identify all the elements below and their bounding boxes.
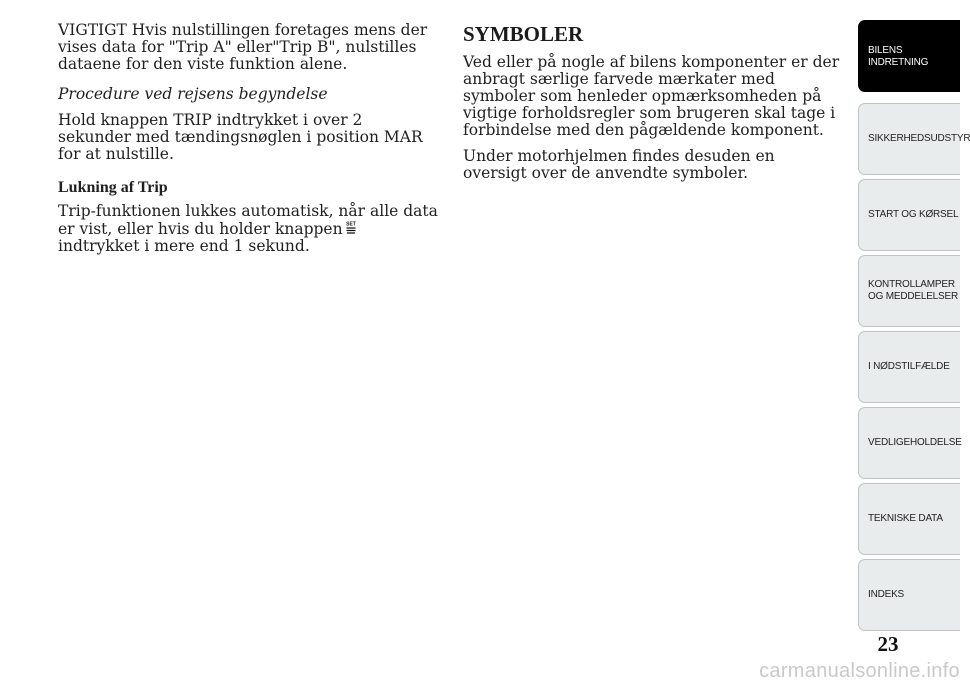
right-column: [463, 22, 843, 182]
tab-i-nodstilfaelde[interactable]: [858, 331, 960, 403]
procedure-text: Hold knappen TRIP indtrykket i over 2 sekunder med tændingsnøglen i position MAR for at nulstille.: [58, 111, 423, 163]
tab-bilens-indretning[interactable]: [858, 20, 960, 92]
watermark-text: carmanualsonline.info: [759, 660, 960, 682]
tab-label: I NØDSTILFÆLDE: [868, 361, 950, 372]
tab-start-og-korsel[interactable]: [858, 179, 960, 251]
tab-indeks[interactable]: [858, 559, 960, 631]
set-icon-text: SET: [345, 221, 356, 228]
tab-label: VEDLIGEHOLDELSE: [868, 437, 962, 448]
important-note: VIGTIGT Hvis nulstillingen foretages mens der vises data for "Trip A" eller"Trip B", nulstilles dataene for den viste funktion alene.: [58, 21, 428, 73]
section-title-symbols: SYMBOLER: [463, 22, 584, 46]
tab-label: KONTROLLAMPER OG MEDDELELSER: [868, 279, 959, 302]
tab-tekniske-data[interactable]: [858, 483, 960, 555]
left-column: [58, 22, 438, 255]
page-number: 23: [877, 632, 899, 656]
tab-label: TEKNISKE DATA: [868, 513, 943, 524]
procedure-heading: Procedure ved rejsens begyndelse: [58, 85, 328, 103]
tab-kontrollamper[interactable]: [858, 255, 960, 327]
tab-label: BILENS INDRETNING: [868, 45, 929, 68]
tab-vedligeholdelse[interactable]: [858, 407, 960, 479]
symbols-text-2: Under motorhjelmen findes desuden en oversigt over de anvendte symboler.: [463, 147, 775, 182]
closing-text-before: Trip-funktionen lukkes automatisk, når alle data er vist, eller hvis du holder knappen: [58, 202, 438, 238]
tab-sikkerhedsudstyr[interactable]: [858, 103, 970, 175]
tab-label: SIKKERHEDSUDSTYR: [868, 133, 970, 144]
closing-text: [58, 203, 438, 255]
closing-heading: Lukning af Trip: [58, 179, 168, 196]
closing-text-after: indtrykket i mere end 1 sekund.: [58, 237, 310, 255]
set-button-icon: [345, 220, 357, 236]
tab-label: INDEKS: [868, 589, 905, 600]
tab-label: START OG KØRSEL: [868, 209, 959, 220]
symbols-text-1: Ved eller på nogle af bilens komponenter er der anbragt særlige farvede mærkater med symboler som henleder opmærksomheden på vigtige forholdsregler som brugeren skal tage i forbindelse med den pågældende komponent.: [463, 53, 840, 139]
